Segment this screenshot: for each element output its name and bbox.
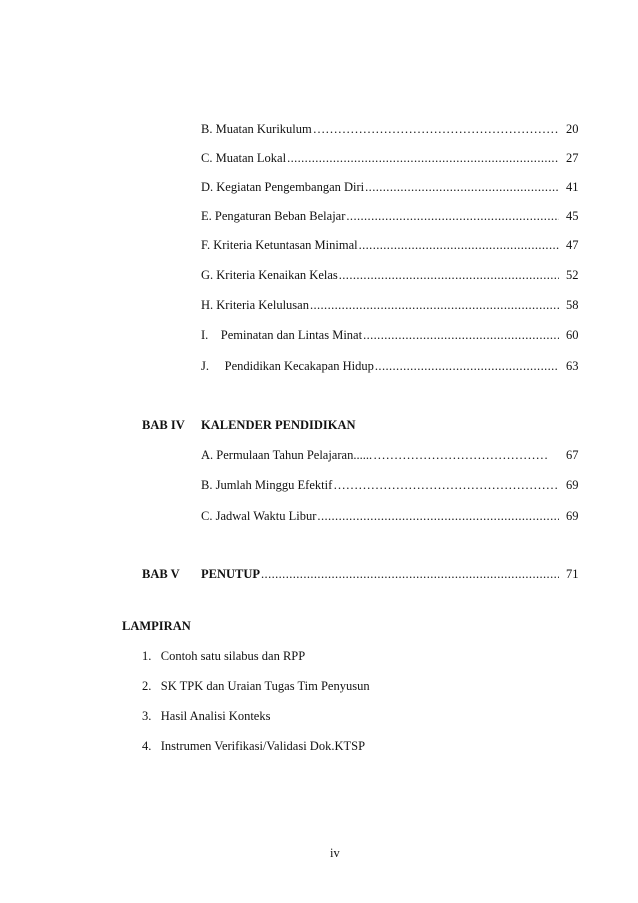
lampiran-item: 2. SK TPK dan Uraian Tugas Tim Penyusun <box>142 679 370 693</box>
toc-entry-kriteria-kenaikan-kelas <box>201 268 559 284</box>
toc-entry-pengaturan-beban-belajar <box>201 209 559 225</box>
toc-entry-peminatan <box>201 328 559 344</box>
leader-dots <box>339 268 559 283</box>
leader-dots <box>375 359 559 374</box>
toc-entry-page: 63 <box>566 359 579 373</box>
leader-dots <box>346 209 559 224</box>
toc-entry-pendidikan-kecakapan-hidup <box>201 359 559 375</box>
toc-entry-page: 47 <box>566 238 579 252</box>
leader-dots <box>313 122 559 137</box>
toc-entry-label: E. Pengaturan Beban Belajar <box>201 209 346 223</box>
leader-dots <box>373 448 547 463</box>
toc-entry-page: 71 <box>566 567 579 581</box>
leader-dots <box>365 180 559 195</box>
toc-entry-label: B. Muatan Kurikulum <box>201 122 312 136</box>
toc-entry-label: A. Permulaan Tahun Pelajaran...... <box>201 448 373 462</box>
toc-entry-label: C. Jadwal Waktu Libur <box>201 509 317 523</box>
toc-entry-muatan-kurikulum <box>201 122 559 138</box>
toc-entry-page: 41 <box>566 180 579 194</box>
toc-entry-label: H. Kriteria Kelulusan <box>201 298 309 312</box>
toc-entry-page: 52 <box>566 268 579 282</box>
toc-entry-penutup <box>201 567 559 583</box>
leader-dots <box>261 567 559 582</box>
chapter-title: KALENDER PENDIDIKAN <box>201 418 356 432</box>
chapter-title: PENUTUP <box>201 567 261 581</box>
toc-entry-kegiatan-pengembangan-diri <box>201 180 559 196</box>
toc-entry-page: 20 <box>566 122 579 136</box>
toc-entry-label: D. Kegiatan Pengembangan Diri <box>201 180 365 194</box>
lampiran-heading: LAMPIRAN <box>122 619 191 633</box>
toc-entry-page: 27 <box>566 151 579 165</box>
toc-entry-page: 67 <box>566 448 579 462</box>
toc-entry-label: C. Muatan Lokal <box>201 151 287 165</box>
lampiran-item: 4. Instrumen Verifikasi/Validasi Dok.KTSP <box>142 739 366 753</box>
lampiran-item: 3. Hasil Analisi Konteks <box>142 709 271 723</box>
toc-entry-page: 58 <box>566 298 579 312</box>
toc-entry-permulaan-tahun-pelajaran <box>201 448 547 464</box>
toc-entry-jumlah-minggu-efektif <box>201 478 559 494</box>
toc-entry-jadwal-waktu-libur <box>201 509 559 525</box>
leader-dots <box>287 151 559 166</box>
toc-entry-page: 69 <box>566 509 579 523</box>
toc-entry-label: J. Pendidikan Kecakapan Hidup <box>201 359 374 373</box>
leader-dots <box>359 238 559 253</box>
chapter-code: BAB IV <box>142 418 185 432</box>
toc-entry-label: F. Kriteria Ketuntasan Minimal <box>201 238 358 252</box>
lampiran-item: 1. Contoh satu silabus dan RPP <box>142 649 306 663</box>
leader-dots <box>333 478 559 493</box>
toc-entry-kriteria-ketuntasan-minimal <box>201 238 559 254</box>
toc-entry-label: I. Peminatan dan Lintas Minat <box>201 328 363 342</box>
toc-entry-page: 60 <box>566 328 579 342</box>
toc-entry-kriteria-kelulusan <box>201 298 559 314</box>
toc-entry-label: B. Jumlah Minggu Efektif <box>201 478 333 492</box>
toc-entry-label: G. Kriteria Kenaikan Kelas <box>201 268 338 282</box>
leader-dots <box>317 509 559 524</box>
toc-entry-page: 69 <box>566 478 579 492</box>
page-number: iv <box>330 846 340 860</box>
leader-dots <box>310 298 559 313</box>
chapter-code: BAB V <box>142 567 180 581</box>
toc-entry-page: 45 <box>566 209 579 223</box>
leader-dots <box>363 328 559 343</box>
toc-entry-muatan-lokal <box>201 151 559 167</box>
